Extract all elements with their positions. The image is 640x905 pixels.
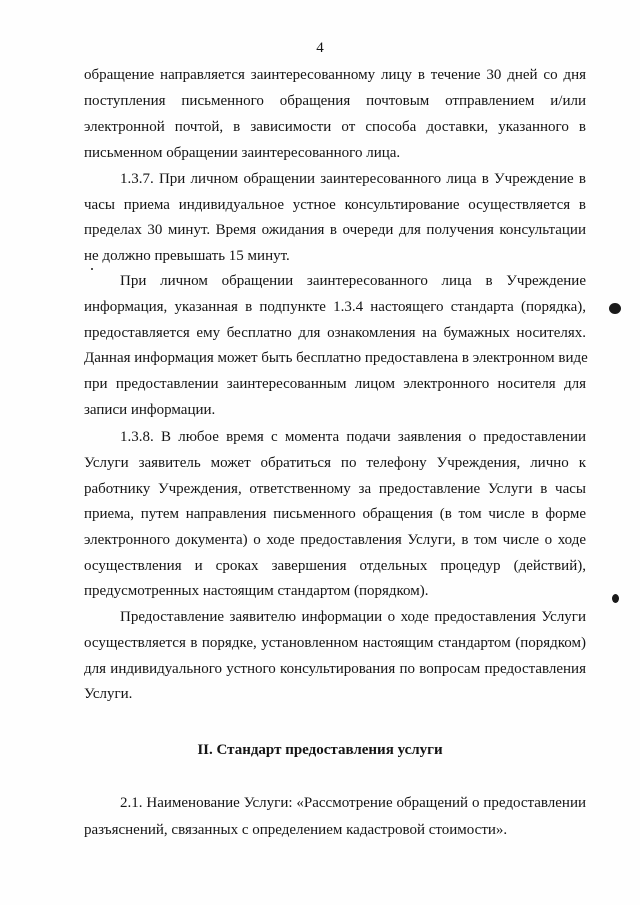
text-line: поступления письменного обращения почтовым отправлением и/или [84, 93, 586, 109]
text-line: письменном обращении заинтересованного лица. [84, 145, 401, 161]
text-line: Данная информация может быть бесплатно предоставлена в электронном виде [84, 350, 588, 366]
text-line: для индивидуального устного консультирования по вопросам предоставления [84, 661, 586, 677]
scan-artifact [609, 303, 621, 314]
text-line: При личном обращении заинтересованного лица в Учреждение [120, 273, 586, 289]
text-line: при предоставлении заинтересованным лицом электронного носителя для [84, 376, 586, 392]
text-line: пределах 30 минут. Время ожидания в очереди для получения консультации [84, 222, 586, 238]
text-line: Услуги заявитель может обратиться по телефону Учреждения, лично к [84, 455, 586, 471]
text-line: обращение направляется заинтересованному лицу в течение 30 дней со дня [84, 67, 586, 83]
text-line: 2.1. Наименование Услуги: «Рассмотрение обращений о предоставлении [120, 795, 586, 811]
text-line: электронной почтой, в зависимости от способа доставки, указанного в [84, 119, 586, 135]
text-line: часы приема индивидуальное устное консультирование осуществляется в [84, 197, 586, 213]
text-line: предоставляется ему бесплатно для ознакомления на бумажных носителях. [84, 325, 586, 341]
text-line: не должно превышать 15 минут. [84, 248, 290, 264]
text-line: Услуги. [84, 686, 133, 702]
text-line: предусмотренных настоящим стандартом (порядком). [84, 583, 429, 599]
text-line: электронного документа) о ходе предоставления Услуги, в том числе о ходе [84, 532, 586, 548]
text-line: осуществляется в порядке, установленном настоящим стандартом (порядком) [84, 635, 586, 651]
text-line: осуществления и сроках завершения отдельных процедур (действий), [84, 558, 586, 574]
page-number: 4 [316, 40, 324, 56]
text-line: работнику Учреждения, ответственному за предоставление Услуги в часы [84, 481, 586, 497]
scan-artifact [612, 594, 619, 603]
text-line: 1.3.7. При личном обращении заинтересованного лица в Учреждение в [120, 171, 586, 187]
text-line: приема, путем направления письменного обращения (в том числе в форме [84, 506, 586, 522]
text-line: Предоставление заявителю информации о ходе предоставления Услуги [120, 609, 586, 625]
text-line: информация, указанная в подпункте 1.3.4 настоящего стандарта (порядка), [84, 299, 586, 315]
scan-artifact [91, 268, 93, 270]
text-line: разъяснений, связанных с определением кадастровой стоимости». [84, 822, 508, 838]
text-line: записи информации. [84, 402, 216, 418]
section-heading: II. Стандарт предоставления услуги [197, 742, 443, 758]
text-line: 1.3.8. В любое время с момента подачи заявления о предоставлении [120, 429, 586, 445]
